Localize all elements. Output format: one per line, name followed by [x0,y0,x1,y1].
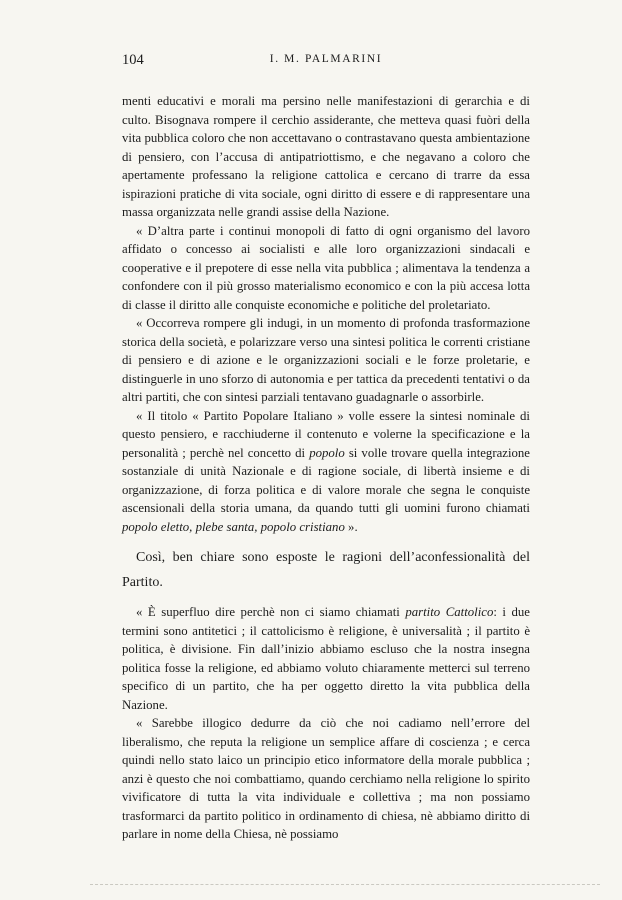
paragraph-4-text-a: « Il titolo « Partito Popolare Italiano » volle essere la sintesi nominale di questo pensiero, e racchiuderne il contenuto e volerne la specificazione e la personalità ; perchè nel concetto di [122,408,530,460]
running-title: I. M. PALMARINI [269,53,383,65]
paragraph-4-emphasis-popolo-eletto: popolo eletto, plebe santa, popolo cristiano [122,519,345,534]
paragraph-4-text-b: si volle trovare quella integrazione sostanziale di unità Nazionale e di ragione sociale, di libertà insieme e di organizzazione, di forza politica e di valore morale che segna le conquiste ascensionali della storia umana, da quando tutti gli uomini furono chiamati [122,445,530,515]
page-number: 104 [122,52,144,68]
page-header [122,52,530,72]
paragraph-1: menti educativi e morali ma persino nelle manifestazioni di gerarchia e di culto. Bisognava rompere il cerchio assiderante, che metteva quasi fuòri della vita pubblica coloro che non accettavano o contrastavano questa ambientazione di pensiero, con l’accusa di antipatriottismo, e che negavano a coloro che apertamente professano la religione cattolica e cercano di trarre da essa ispirazioni pratiche di vita sociale, ogni diritto di essere e di rappresentare una massa organizzata nelle grandi assise della Nazione. [122,94,530,219]
paragraph-7: « Sarebbe illogico dedurre da ciò che noi cadiamo nell’errore del liberalismo, che reputa la religione un semplice affare di coscienza ; e cerca quindi nello stato laico un principio etico informatore della morale pubblica ; anzi è questo che noi combattiamo, quando cerchiamo nella religione lo spirito vivificatore di tutta la vita individuale e collettiva ; ma non possiamo trasformarci da partito politico in ordinamento di chiesa, nè abbiamo diritto di parlare in nome della Chiesa, nè possiamo [122,716,530,841]
paragraph-4 [122,407,530,537]
paragraph-6-emphasis-partito-cattolico: partito Cattolico [405,605,494,619]
paragraph-4-text-c: ». [344,519,358,534]
paragraph-6 [122,603,530,714]
paragraph-6-text-a: « È superfluo dire perchè non ci siamo chiamati [136,605,406,619]
body-text [122,92,530,844]
scan-edge-line [90,884,600,886]
paragraph-6-text-b: : i due termini sono antitetici ; il cattolicismo è religione, è universalità ; il partito è politica, è divisione. Fin dall’inizio abbiamo escluso che la nostra insegna politica fosse la religione, ed abbiamo voluto chiaramente metterci sul terreno specifico di un partito, che ha per oggetto diretto la vita pubblica della Nazione. [122,605,530,712]
paragraph-5: Così, ben chiare sono esposte le ragioni dell’aconfessionalità del Partito. [122,550,530,590]
paragraph-3: « Occorreva rompere gli indugi, in un momento di profonda trasformazione storica della società, e polarizzare verso una sintesi politica le correnti cristiane di pensiero e di azione e le organizzazioni sociali e le forze proletarie, e distinguerle in uno sforzo di autonomia e per tattica da precedenti tentativi o da altri partiti, che con sintesi parziali tentavano guadagnarle o assorbirle. [122,316,530,404]
paragraph-4-emphasis-popolo: popolo [309,445,345,460]
paragraph-2: « D’altra parte i continui monopoli di fatto di ogni organismo del lavoro affidato o concesso ai socialisti e alle loro organizzazioni sindacali e cooperative e il prepotere di esse nella vita pubblica ; alimentava la tendenza a confondere con il più grosso materialismo economico e con la più accesa lotta di classe il diritto alle conquiste economiche e politiche del proletariato. [122,223,530,312]
